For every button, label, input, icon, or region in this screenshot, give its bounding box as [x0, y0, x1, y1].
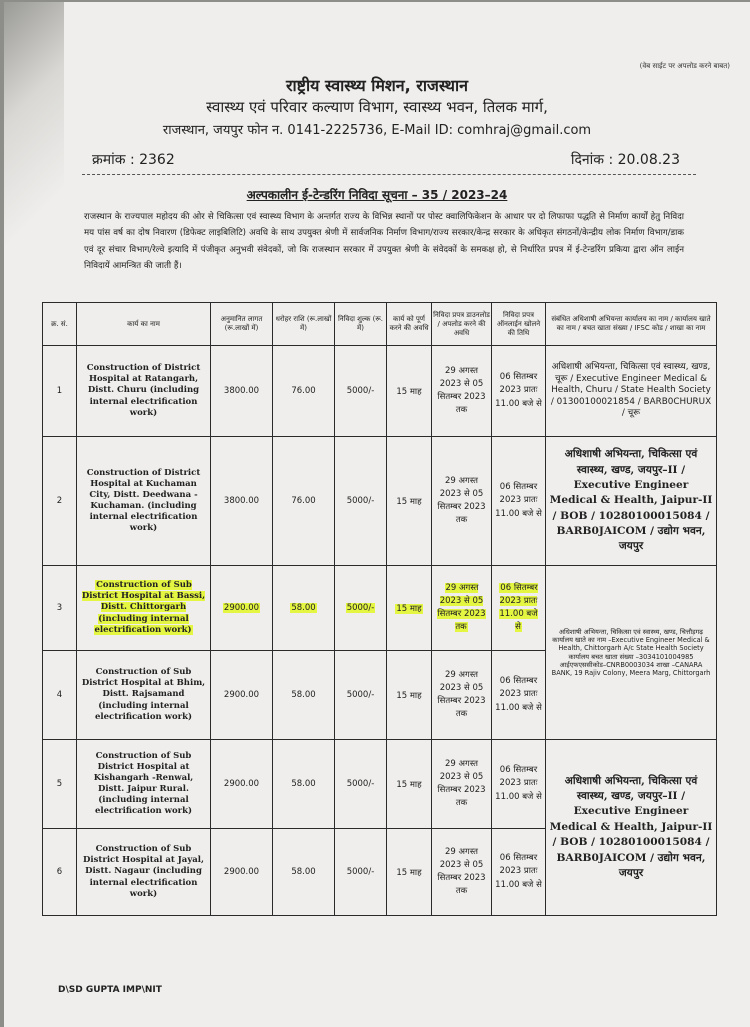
table-row [43, 740, 717, 829]
cell-office-merged: अधिशाषी अभियन्ता, चिकित्सा एवं स्वास्थ्य, खण्ड, जयपुर–II / Executive Engineer Medical & Health, Jaipur-II / BOB / 10280100015084 / BARB0JAICOM / उद्योग भवन, जयपुर [546, 740, 717, 916]
cell-sno: 2 [43, 437, 77, 566]
highlight-work: Construction of Sub District Hospital at Bassi, Distt. Chittorgarh (including internal electrification work) [81, 580, 206, 635]
cell-cost: 2900.00 [211, 829, 273, 916]
cell-work [77, 566, 211, 651]
cell-opening: 06 सितम्बर 2023 प्रातः 11.00 बजे से [492, 829, 546, 916]
file-reference: D\SD GUPTA IMP\NIT [58, 985, 162, 995]
cell-download: 29 अगस्त 2023 से 05 सितम्बर 2023 तक [432, 651, 492, 740]
table-row [43, 437, 717, 566]
cell-fee [335, 566, 387, 651]
highlight-earnest: 58.00 [291, 603, 316, 613]
cell-fee: 5000/- [335, 437, 387, 566]
cell-download: 29 अगस्त 2023 से 05 सितम्बर 2023 तक [432, 829, 492, 916]
col-office: संबंधित अधिशाषी अभियन्ता कार्यालय का नाम / कार्यालय खाते का नाम / बचत खाता संख्या / IFSC कोड / शाखा का नाम [546, 303, 717, 346]
cell-opening: 06 सितम्बर 2023 प्रातः 11.00 बजे से [492, 740, 546, 829]
cell-work: Construction of District Hospital at Ratangarh, Distt. Churu (including internal electrification work) [77, 346, 211, 437]
highlight-opening: 06 सितम्बर 2023 प्रातः 11.00 बजे से [499, 582, 538, 633]
cell-earnest: 58.00 [273, 651, 335, 740]
cell-cost: 2900.00 [211, 651, 273, 740]
divider [82, 174, 696, 175]
reference-date: दिनांक : 20.08.23 [570, 152, 680, 168]
highlight-cost: 2900.00 [223, 603, 260, 613]
cell-fee: 5000/- [335, 651, 387, 740]
cell-office: अधिशाषी अभियन्ता, चिकित्सा एवं स्वास्थ्य, खण्ड, जयपुर–II / Executive Engineer Medical & Health, Jaipur-II / BOB / 10280100015084 / BARB0JAICOM / उद्योग भवन, जयपुर [546, 437, 717, 566]
cell-work: Construction of District Hospital at Kuchaman City, Distt. Deedwana - Kuchaman. (including internal electrification work) [77, 437, 211, 566]
cell-work: Construction of Sub District Hospital at Kishangarh -Renwal, Distt. Jaipur Rural. (including internal electrification work) [77, 740, 211, 829]
table-row [43, 346, 717, 437]
cell-sno: 4 [43, 651, 77, 740]
table-header-row [43, 303, 717, 346]
cell-earnest: 76.00 [273, 437, 335, 566]
dept-line: स्वास्थ्य एवं परिवार कल्याण विभाग, स्वास्थ्य भवन, तिलक मार्ग, [206, 98, 548, 116]
col-sno: क्र. सं. [43, 303, 77, 346]
col-fee: निविदा शुल्क (रू. में) [335, 303, 387, 346]
col-earnest: धरोहर राशि (रू.लाखों में) [273, 303, 335, 346]
col-period: कार्य को पूर्ण करने की अवधि [387, 303, 432, 346]
cell-office-merged: अधिशाषी अभियन्ता, चिकित्सा एवं स्वास्थ्य, खण्ड, चित्तौड़गढ़ कार्यालय खाते का नाम –Executive Engineer Medical & Health, Chittorgarh A/c State Health Society कार्यालय बचत खाता संख्या –3034101004985 आईएफएससीकोड–CNRB0003034 शाखा –CANARA BANK, 19 Rajiv Colony, Meera Marg, Chittorgarh [546, 566, 717, 740]
document-page [4, 2, 750, 1027]
col-cost: अनुमानित लागत (रू.लाखों में) [211, 303, 273, 346]
cell-earnest: 58.00 [273, 829, 335, 916]
cell-sno: 6 [43, 829, 77, 916]
cell-work: Construction of Sub District Hospital at Bhim, Distt. Rajsamand (including internal electrification work) [77, 651, 211, 740]
reference-line [92, 150, 680, 169]
cell-earnest [273, 566, 335, 651]
cell-download: 29 अगस्त 2023 से 05 सितम्बर 2023 तक [432, 740, 492, 829]
cell-earnest: 76.00 [273, 346, 335, 437]
notice-intro: राजस्थान के राज्यपाल महोदय की ओर से चिकित्सा एवं स्वास्थ्य विभाग के अन्तर्गत राज्य के विभिन्न स्थानों पर पोस्ट क्वालिफिकेशन के आधार पर दो लिफाफा पद्धति से निर्माण कार्यों हेतु निविदा मय पांस वर्ष का दोष निवारण (डिफेक्ट लाइबिलिटि) अवधि के साथ उपयुक्त श्रेणी में सार्वजनिक निर्माण विभाग/राज्य सरकार/केन्द्र सरकार के अधिकृत संगठनों/केन्द्रीय लोक निर्माण विभाग/डाक एवं दूर संचार विभाग/रेल्वे इत्यादि में पंजीकृत अनुभवी संवेदकों, जो कि राजस्थान सरकार में उपयुक्त श्रेणी के संवेदकों के समकक्ष हो, से निर्धारित प्रपत्र में ई-टेन्डरिंग प्रकिया द्वारा ऑन लाईन निविदायें आमन्त्रित की जाती हैं। [84, 212, 684, 271]
cell-cost: 3800.00 [211, 437, 273, 566]
cell-opening: 06 सितम्बर 2023 प्रातः 11.00 बजे से [492, 346, 546, 437]
cell-sno: 3 [43, 566, 77, 651]
notice-subject: अल्पकालीन ई-टेन्डरिंग निविदा सूचना – 35 / 2023–24 [246, 188, 508, 202]
tender-table [42, 302, 717, 916]
col-download: निविदा प्रपत्र डाउनलोड / अपलोड करने की अवधि [432, 303, 492, 346]
highlight-period: 15 माह [396, 603, 422, 614]
cell-period: 15 माह [387, 437, 432, 566]
col-work: कार्य का नाम [77, 303, 211, 346]
cell-cost: 2900.00 [211, 740, 273, 829]
cell-work: Construction of Sub District Hospital at Jayal, Distt. Nagaur (including internal electrification work) [77, 829, 211, 916]
reference-number: क्रमांक : 2362 [92, 152, 175, 168]
cell-period: 15 माह [387, 651, 432, 740]
cell-period [387, 566, 432, 651]
cell-period: 15 माह [387, 740, 432, 829]
cell-sno: 1 [43, 346, 77, 437]
col-opening: निविदा प्रपत्र ऑनलाईन खोलने की तिथि [492, 303, 546, 346]
table-row-highlighted [43, 566, 717, 651]
cell-period: 15 माह [387, 346, 432, 437]
cell-fee: 5000/- [335, 346, 387, 437]
cell-opening: 06 सितम्बर 2023 प्रातः 11.00 बजे से [492, 437, 546, 566]
upload-note: (वेब साईट पर अपलोड करने बाबत) [639, 62, 730, 70]
cell-opening [492, 566, 546, 651]
cell-sno: 5 [43, 740, 77, 829]
highlight-fee: 5000/- [346, 603, 375, 613]
cell-period: 15 माह [387, 829, 432, 916]
cell-cost [211, 566, 273, 651]
org-title: राष्ट्रीय स्वास्थ्य मिशन, राजस्थान [285, 76, 469, 95]
cell-fee: 5000/- [335, 829, 387, 916]
cell-earnest: 58.00 [273, 740, 335, 829]
cell-office: अधिशाषी अभियन्ता, चिकित्सा एवं स्वास्थ्य, खण्ड, चूरू / Executive Engineer Medical & Health, Churu / State Health Society / 01300100021854 / BARB0CHURUX / चूरू [546, 346, 717, 437]
cell-cost: 3800.00 [211, 346, 273, 437]
cell-download: 29 अगस्त 2023 से 05 सितम्बर 2023 तक [432, 346, 492, 437]
highlight-download: 29 अगस्त 2023 से 05 सितम्बर 2023 तक [437, 582, 486, 633]
cell-download [432, 566, 492, 651]
cell-fee: 5000/- [335, 740, 387, 829]
contact-line: राजस्थान, जयपुर फोन न. 0141-2225736, E-Mail ID: comhraj@gmail.com [162, 123, 592, 138]
cell-opening: 06 सितम्बर 2023 प्रातः 11.00 बजे से [492, 651, 546, 740]
cell-download: 29 अगस्त 2023 से 05 सितम्बर 2023 तक [432, 437, 492, 566]
